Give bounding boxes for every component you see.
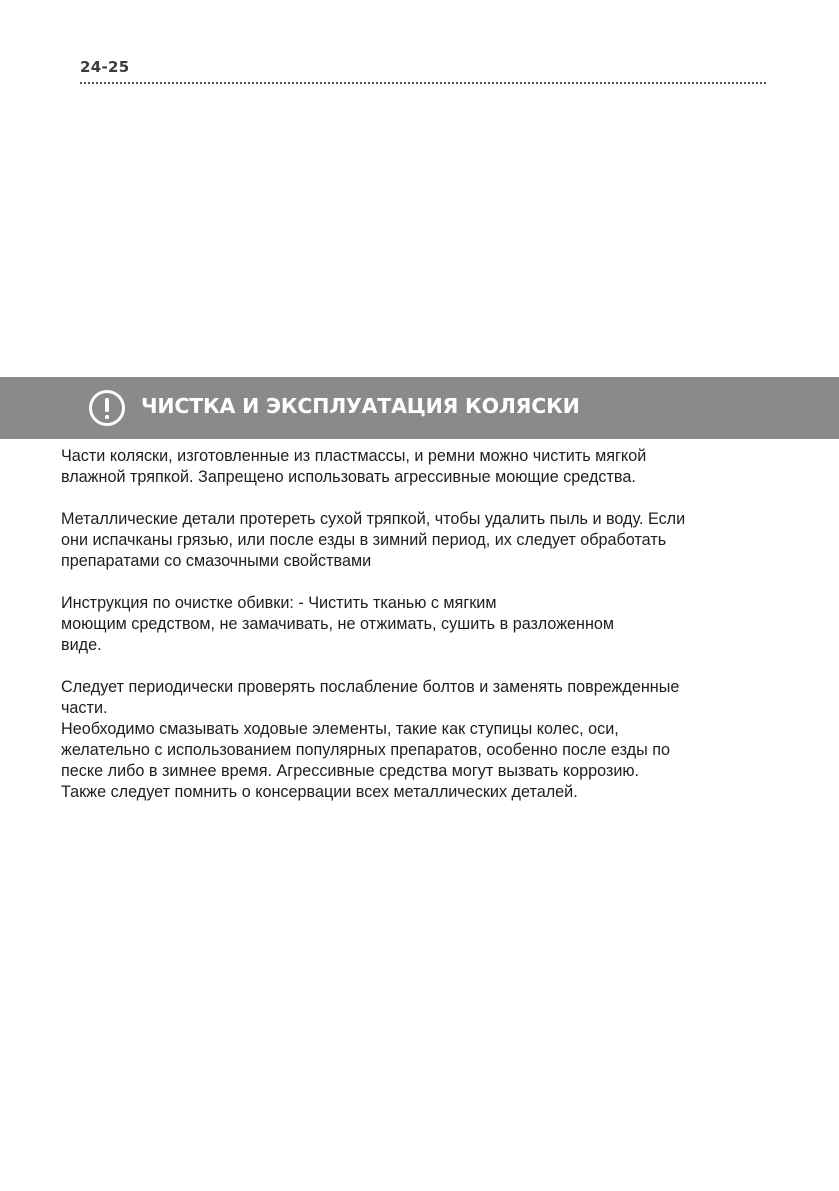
paragraph-bolt-check: Следует периодически проверять послабление болтов и заменять поврежденные части. [61,678,680,717]
section-body [61,446,781,803]
paragraph-upholstery-cleaning: Инструкция по очистке обивки: - Чистить тканью с мягким моющим средством, не замачивать, не отжимать, сушить в разложенном виде. [61,594,615,654]
paragraph-gap [61,656,781,677]
paragraph-gap [61,572,781,593]
paragraph-metal-parts: Металлические детали протереть сухой тряпкой, чтобы удалить пыль и воду. Если они испачканы грязью, или после езды в зимний период, их следует обработать препаратами со смазочными свойствами [61,510,686,570]
page-number: 24-25 [80,58,130,76]
header-dotted-divider [80,82,766,84]
section-header-banner [0,377,839,439]
paragraph-plastic-parts: Части коляски, изготовленные из пластмассы, и ремни можно чистить мягкой влажной тряпкой. Запрещено использовать агрессивные моющие средства. [61,447,647,486]
paragraph-lubrication: Необходимо смазывать ходовые элементы, такие как ступицы колес, оси, желательно с использованием популярных препаратов, особенно после езды по песке либо в зимнее время. Агрессивные средства могут вызвать коррозию. Также следует помнить о консервации всех металлических деталей. [61,720,670,801]
section-title: ЧИСТКА И ЭКСПЛУАТАЦИЯ КОЛЯСКИ [141,394,580,418]
exclamation-circle-icon [88,389,126,427]
paragraph-gap [61,488,781,509]
